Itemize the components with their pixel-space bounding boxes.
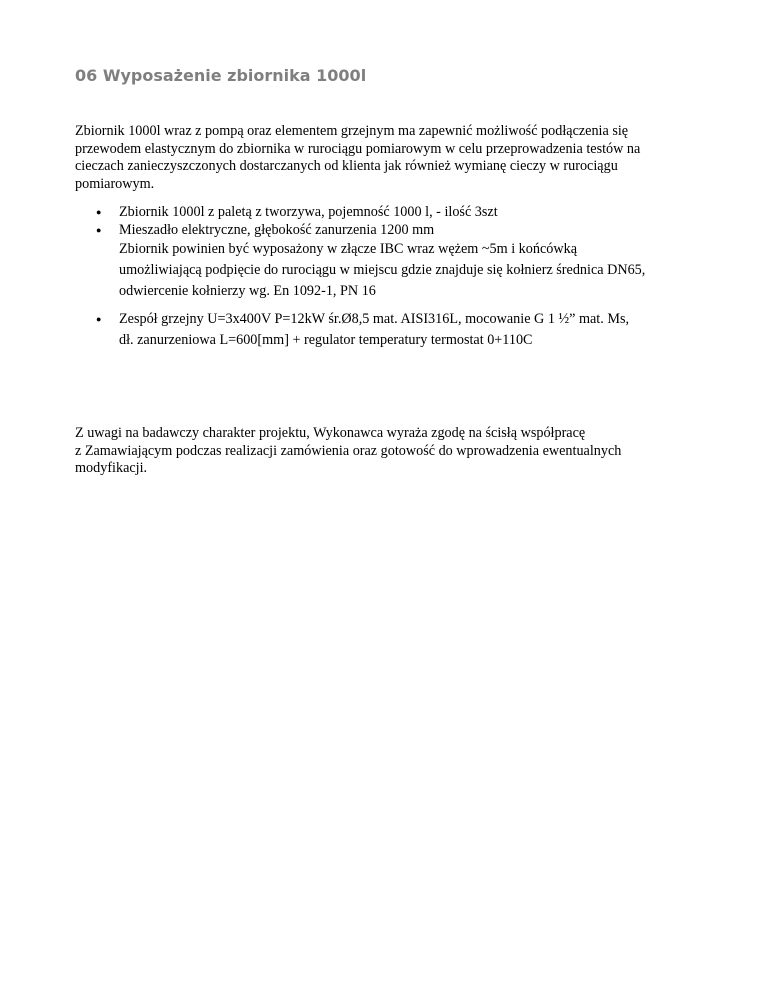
list-item-line: Zbiornik 1000l z paletą z tworzywa, pojemność 1000 l, - ilość 3szt	[119, 204, 498, 220]
closing-line: Z uwagi na badawczy charakter projektu, Wykonawca wyraża zgodę na ścisłą współpracę	[75, 425, 586, 441]
list-item-line: Zbiornik powinien być wyposażony w złącze IBC wraz wężem ~5m i końcówką	[119, 241, 577, 257]
intro-paragraph	[75, 123, 695, 193]
bullet-icon: ●	[96, 207, 102, 217]
intro-line: pomiarowym.	[75, 175, 155, 192]
list-item-line: odwiercenie kołnierzy wg. En 1092-1, PN 16	[119, 283, 376, 299]
list-item-line: umożliwiającą podpięcie do rurociągu w miejscu gdzie znajduje się kołnierz średnica DN65,	[119, 262, 646, 278]
section-heading: 06 Wyposażenie zbiornika 1000l	[75, 66, 367, 85]
list-item-line: Mieszadło elektryczne, głębokość zanurzenia 1200 mm	[119, 222, 435, 238]
closing-line: modyfikacji.	[75, 460, 148, 476]
intro-line: cieczach zanieczyszczonych dostarczanych od klienta jak również wymianę cieczy w rurociągu	[75, 158, 618, 174]
closing-paragraph	[75, 425, 695, 478]
list-item-line: Zespół grzejny U=3x400V P=12kW śr.Ø8,5 mat. AISI316L, mocowanie G 1 ½” mat. Ms,	[119, 311, 630, 327]
bullet-icon: ●	[96, 314, 102, 324]
list-item-line: dł. zanurzeniowa L=600[mm] + regulator temperatury termostat 0+110C	[119, 332, 533, 348]
bullet-icon: ●	[96, 225, 102, 235]
intro-line: przewodem elastycznym do zbiornika w rurociągu pomiarowym w celu przeprowadzenia testów na	[75, 140, 641, 157]
closing-line: z Zamawiającym podczas realizacji zamówienia oraz gotowość do wprowadzenia ewentualnych	[75, 442, 622, 459]
intro-line: Zbiornik 1000l wraz z pompą oraz elementem grzejnym ma zapewnić możliwość podłączenia się	[75, 123, 629, 139]
